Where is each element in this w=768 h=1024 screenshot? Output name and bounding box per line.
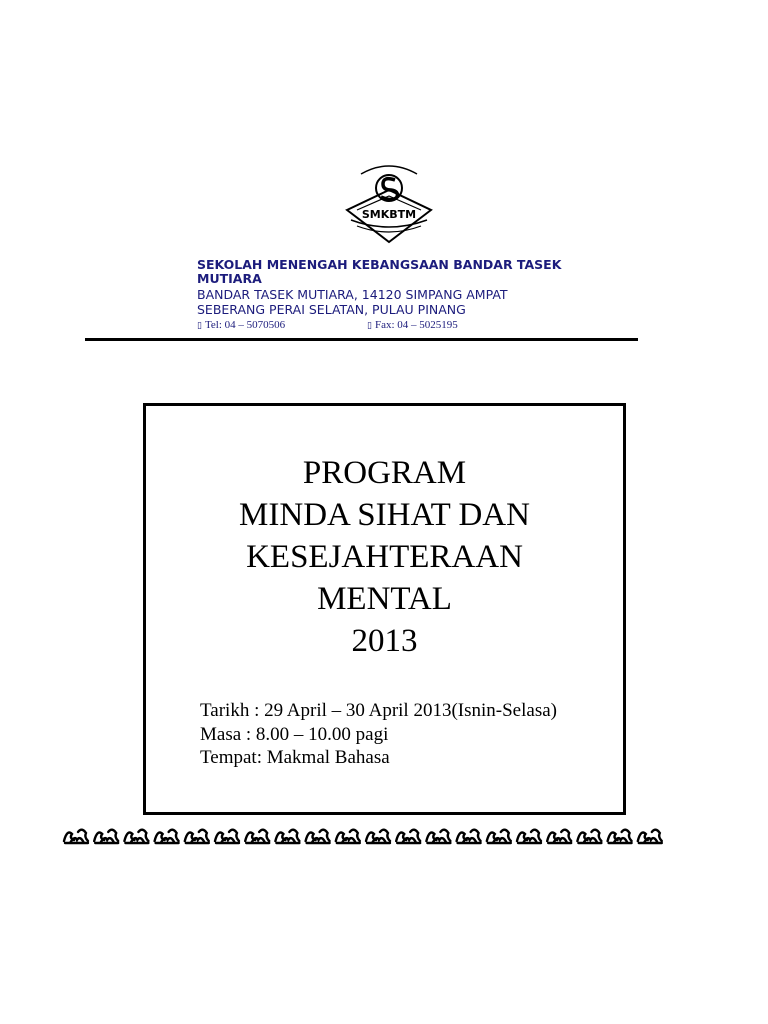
program-venue: Tempat: Makmal Bahasa [200,747,390,768]
fax-number: Fax: 04 – 5025195 [374,319,458,331]
title-line: 2013 [351,623,418,659]
floral-ornament-icon [336,830,360,843]
floral-ornament-icon [215,830,239,843]
fax-icon: ▯ [367,321,372,331]
telephone-number: Tel: 04 – 5070506 [204,319,286,331]
floral-ornament-icon [94,830,118,843]
floral-ornament-icon [124,830,148,843]
letterhead [197,258,617,333]
floral-ornament-icon [547,830,571,843]
floral-ornament-icon [638,830,662,843]
title-line: MINDA SIHAT DAN [239,497,530,533]
program-title [146,452,623,662]
program-time: Masa : 8.00 – 10.00 pagi [200,723,389,745]
floral-ornament-icon [577,830,601,843]
fax [367,319,458,333]
floral-ornament-icon [245,830,269,843]
floral-ornament-icon [366,830,390,843]
title-line: KESEJAHTERAAN [246,539,523,575]
title-line: PROGRAM [302,455,467,491]
floral-ornament-icon [185,830,209,843]
floral-ornament-icon [306,830,330,843]
program-details [200,699,557,770]
logo-lettering: SMKBTM [361,208,417,221]
school-name: SEKOLAH MENENGAH KEBANGSAAN BANDAR TASEK MUTIARA [197,257,562,286]
floral-ornament-icon [155,830,179,843]
address-line-1: BANDAR TASEK MUTIARA, 14120 SIMPANG AMPAT [197,287,508,302]
floral-ornament-icon [487,830,511,843]
contact-line [197,319,617,333]
floral-ornament-icon [517,830,541,843]
floral-ornament-icon [457,830,481,843]
phone-icon: ▯ [197,321,202,331]
floral-ornament-icon [608,830,632,843]
floral-ornament-icon [275,830,299,843]
ornament-border [60,824,664,846]
address-line-2: SEBERANG PERAI SELATAN, PULAU PINANG [197,302,466,317]
header-divider [85,338,638,341]
title-line: MENTAL [317,581,452,617]
program-box [143,403,626,815]
school-logo [343,160,435,244]
floral-ornament-icon [396,830,420,843]
program-date: Tarikh : 29 April – 30 April 2013(Isnin-Selasa) [200,700,557,721]
floral-ornament-icon [64,830,88,843]
telephone [197,319,367,333]
floral-ornament-icon [426,830,450,843]
